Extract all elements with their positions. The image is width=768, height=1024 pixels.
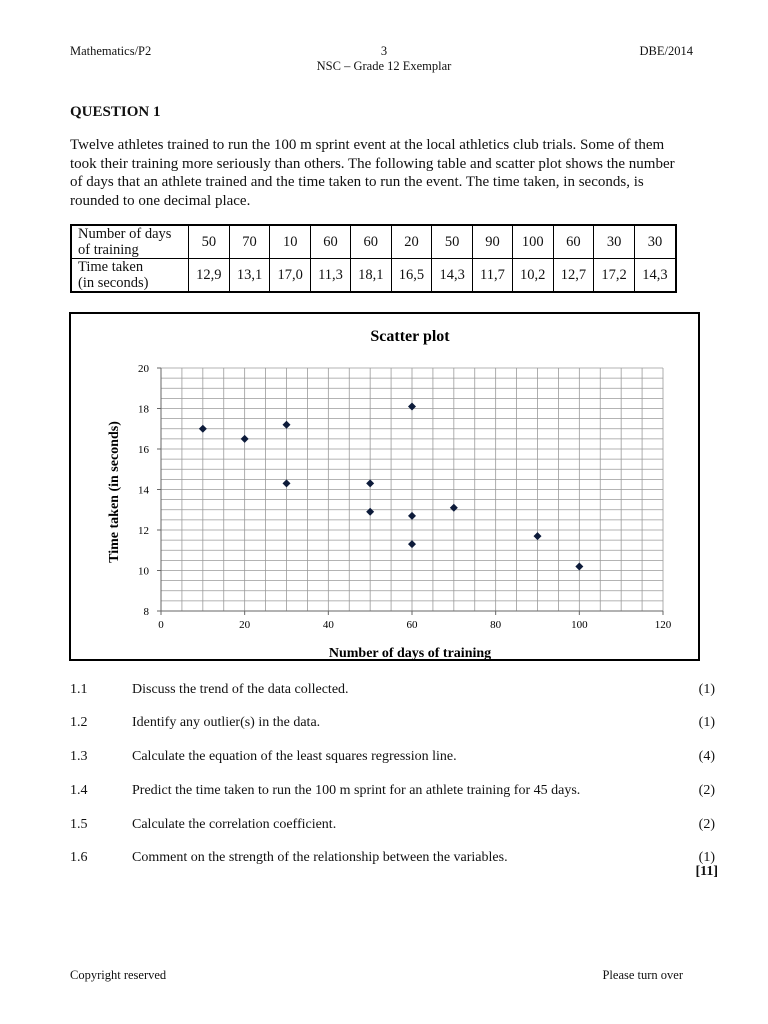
sub-question-marks: (1)	[698, 682, 715, 697]
x-tick-label: 60	[406, 619, 418, 631]
y-tick-label: 14	[138, 484, 149, 497]
table-cell: 30	[634, 225, 676, 259]
question-intro: Twelve athletes trained to run the 100 m sprint event at the local athletics club trials. Some of them took their training more seriously than others. The following table and scatter plot shows the number of days that an athlete trained and the time taken to run the event. The time taken, in seconds, is rounded to one decimal place.	[70, 137, 675, 209]
data-point	[408, 540, 416, 548]
table-row-days	[71, 225, 676, 259]
table-cell: 11,3	[311, 259, 351, 293]
footer-turn-over: Please turn over	[602, 968, 683, 982]
data-point	[534, 532, 542, 540]
table-cell: 10,2	[512, 259, 553, 293]
sub-question-text: Comment on the strength of the relationship between the variables.	[132, 850, 508, 865]
table-cell: 12,7	[553, 259, 594, 293]
data-table	[70, 224, 677, 293]
table-cell: 17,0	[270, 259, 311, 293]
y-tick-label: 20	[138, 363, 149, 375]
x-tick-label: 120	[654, 619, 672, 631]
data-point	[283, 421, 291, 429]
sub-question	[70, 749, 718, 767]
data-point	[408, 402, 416, 410]
scatter-chart-svg	[71, 314, 698, 659]
row-label-line: of training	[78, 242, 139, 258]
sub-question	[70, 715, 718, 733]
table-cell: 70	[229, 225, 270, 259]
data-point	[241, 435, 249, 443]
table-cell: 14,3	[432, 259, 473, 293]
sub-question-number: 1.6	[70, 850, 88, 865]
table-cell: 13,1	[229, 259, 270, 293]
table-cell: 90	[473, 225, 513, 259]
sub-question-number: 1.5	[70, 817, 88, 832]
sub-question-text: Calculate the correlation coefficient.	[132, 817, 337, 832]
header-code: DBE/2014	[639, 44, 693, 58]
row-label-days	[71, 225, 189, 259]
sub-question	[70, 682, 718, 700]
x-axis-label: Number of days of training	[328, 646, 492, 659]
row-label-line: (in seconds)	[78, 275, 149, 291]
y-tick-label: 16	[138, 444, 149, 456]
sub-question-text: Discuss the trend of the data collected.	[132, 682, 349, 697]
row-label-line: Time taken	[78, 259, 144, 275]
sub-question-text: Calculate the equation of the least squares regression line.	[132, 749, 457, 764]
data-point	[408, 512, 416, 520]
sub-question-marks: (1)	[698, 715, 715, 730]
table-cell: 60	[311, 225, 351, 259]
question-title: QUESTION 1	[70, 104, 161, 120]
header-subject: Mathematics/P2	[70, 44, 152, 58]
chart-title: Scatter plot	[370, 328, 450, 345]
total-marks: [11]	[695, 864, 718, 879]
sub-question-marks: (2)	[698, 783, 715, 798]
scatter-chart	[69, 312, 700, 661]
data-point	[575, 562, 583, 570]
sub-question	[70, 817, 718, 835]
data-point	[283, 479, 291, 487]
y-tick-label: 18	[138, 403, 149, 416]
table-cell: 100	[512, 225, 553, 259]
x-tick-label: 0	[158, 619, 164, 631]
sub-question-number: 1.1	[70, 682, 88, 697]
row-label-line: Number of days	[78, 226, 172, 242]
sub-question-number: 1.2	[70, 715, 88, 730]
y-tick-label: 12	[138, 525, 149, 537]
data-point	[366, 508, 374, 516]
table-row-times	[71, 259, 676, 293]
sub-question-number: 1.3	[70, 749, 88, 764]
table-cell: 12,9	[189, 259, 230, 293]
table-cell: 60	[553, 225, 594, 259]
sub-question-number: 1.4	[70, 783, 88, 798]
table-cell: 30	[594, 225, 635, 259]
table-cell: 10	[270, 225, 311, 259]
table-cell: 60	[350, 225, 391, 259]
x-tick-label: 40	[322, 619, 334, 631]
x-tick-label: 20	[239, 619, 251, 631]
footer-copyright: Copyright reserved	[70, 968, 167, 982]
table-cell: 16,5	[391, 259, 432, 293]
sub-question-marks: (4)	[698, 749, 715, 764]
y-axis-label: Time taken (in seconds)	[107, 421, 122, 563]
header-subtitle: NSC – Grade 12 Exemplar	[316, 59, 452, 73]
sub-question-text: Identify any outlier(s) in the data.	[132, 715, 321, 730]
sub-question	[70, 783, 718, 801]
sub-question-marks: (1)	[698, 850, 715, 865]
sub-question-marks: (2)	[698, 817, 715, 832]
sub-question-text: Predict the time taken to run the 100 m sprint for an athlete training for 45 days.	[132, 783, 581, 798]
y-tick-label: 8	[143, 606, 149, 618]
data-point	[450, 504, 458, 512]
data-point	[199, 425, 207, 433]
page-number: 3	[380, 44, 388, 58]
table-cell: 20	[391, 225, 432, 259]
data-point	[366, 479, 374, 487]
table-cell: 18,1	[350, 259, 391, 293]
x-tick-label: 80	[490, 619, 502, 631]
table-cell: 14,3	[634, 259, 676, 293]
x-tick-label: 100	[571, 619, 588, 631]
table-cell: 50	[189, 225, 230, 259]
y-tick-label: 10	[138, 565, 149, 578]
table-cell: 11,7	[473, 259, 513, 293]
sub-question	[70, 850, 718, 868]
row-label-times	[71, 259, 189, 293]
table-cell: 50	[432, 225, 473, 259]
table-cell: 17,2	[594, 259, 635, 293]
